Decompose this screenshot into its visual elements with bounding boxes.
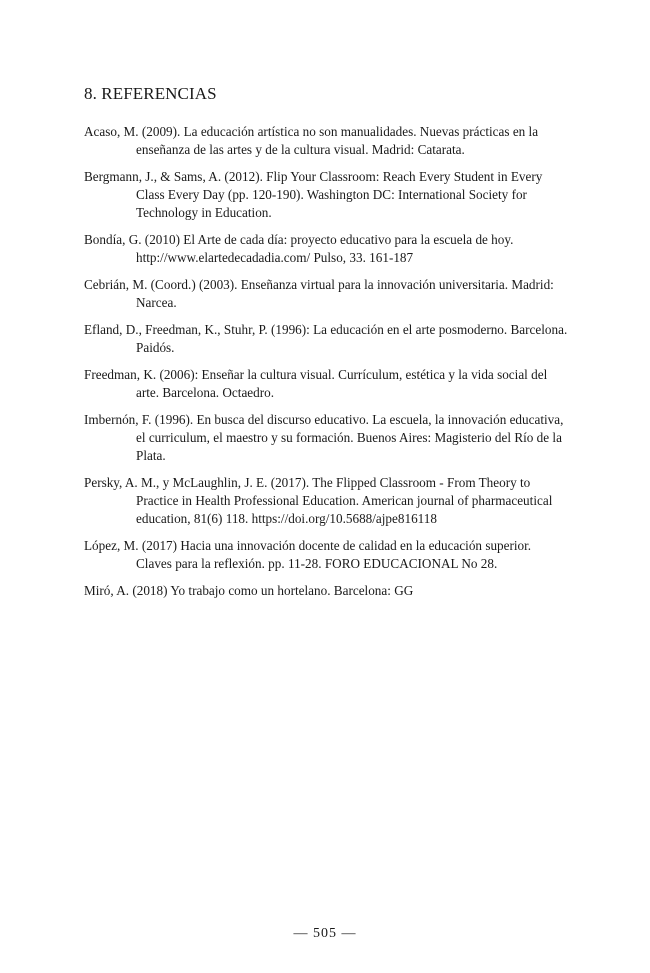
- reference-item: Bondía, G. (2010) El Arte de cada día: proyecto educativo para la escuela de hoy. http://www.elartedecadadia.com/ Pulso, 33. 161-187: [84, 232, 514, 265]
- reference-list: [84, 123, 570, 609]
- reference-item: Imbernón, F. (1996). En busca del discurso educativo. La escuela, la innovación educativa, el curriculum, el maestro y su formación. Buenos Aires: Magisterio del Río de la Plata.: [84, 412, 564, 463]
- reference-item: Freedman, K. (2006): Enseñar la cultura visual. Currículum, estética y la vida social del arte. Barcelona. Octaedro.: [84, 367, 548, 400]
- section-title: 8. REFERENCIAS: [84, 84, 217, 103]
- reference-item: Bergmann, J., & Sams, A. (2012). Flip Your Classroom: Reach Every Student in Every Class Every Day (pp. 120-190). Washington DC: International Society for Technology in Education.: [84, 169, 543, 220]
- reference-item: Efland, D., Freedman, K., Stuhr, P. (1996): La educación en el arte posmoderno. Barcelona. Paidós.: [84, 322, 568, 355]
- reference-item: López, M. (2017) Hacia una innovación docente de calidad en la educación superior. Claves para la reflexión. pp. 11-28. FORO EDUCACIONAL No 28.: [84, 538, 532, 571]
- reference-item: Cebrián, M. (Coord.) (2003). Enseñanza virtual para la innovación universitaria. Madrid: Narcea.: [84, 277, 554, 310]
- reference-item: Acaso, M. (2009). La educación artística no son manualidades. Nuevas prácticas en la enseñanza de las artes y de la cultura visual. Madrid: Catarata.: [84, 124, 539, 157]
- reference-item: Persky, A. M., y McLaughlin, J. E. (2017). The Flipped Classroom - From Theory to Practice in Health Professional Education. American journal of pharmaceutical education, 81(6) 118. https://doi.org/10.5688/ajpe816118: [84, 475, 553, 526]
- reference-item: Miró, A. (2018) Yo trabajo como un hortelano. Barcelona: GG: [84, 583, 414, 598]
- page-number: — 505 —: [293, 926, 357, 941]
